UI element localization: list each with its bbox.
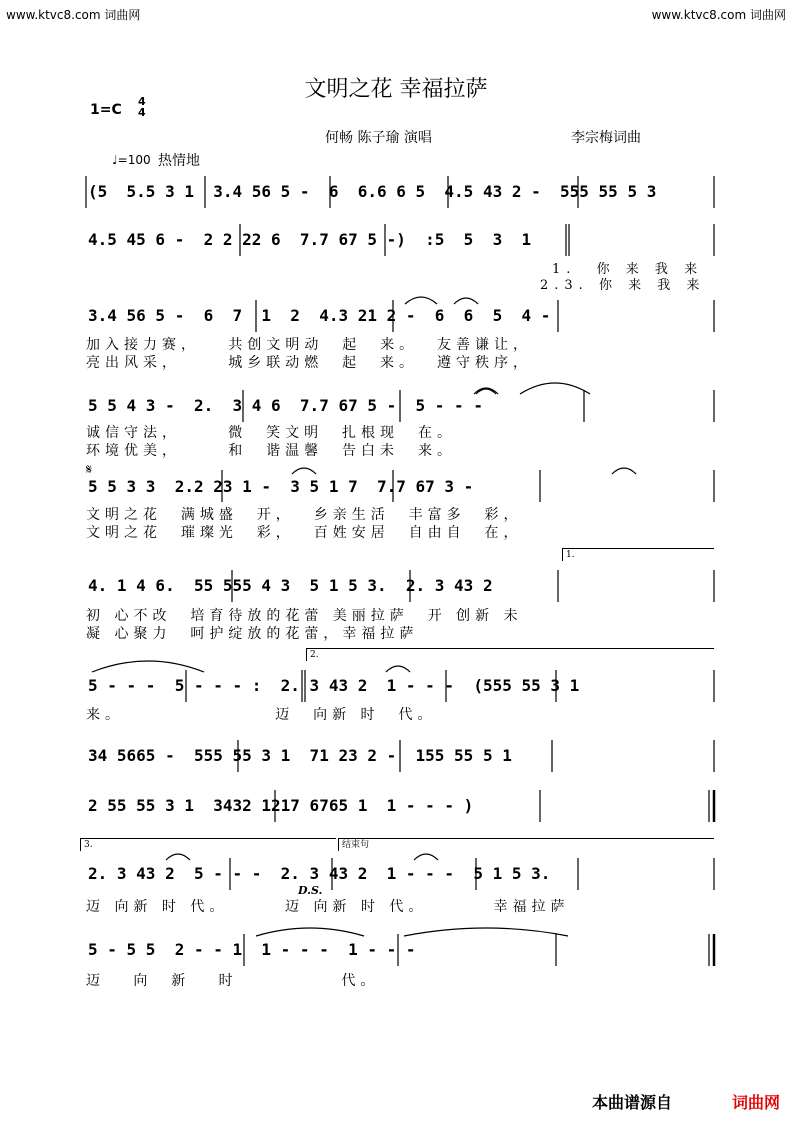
volta-1: 1. — [562, 548, 714, 561]
lyric-line-3b: 亮出风采， 城乡联动燃 起 来。 遵守秩序， — [86, 355, 532, 371]
slur — [520, 383, 590, 394]
slur — [612, 468, 636, 474]
lyric-line-3a: 加入接力赛， 共创文明动 起 来。 友善谦让， — [86, 337, 533, 353]
time-signature-top: 4 — [138, 95, 146, 108]
watermark-right: www.ktvc8.com 词曲网 — [651, 8, 786, 22]
lyric-line-6a: 初 心不改 培育待放的花蕾 美丽拉萨 开 创新 未 — [86, 608, 523, 624]
slur — [405, 297, 437, 304]
music-line-6: 4. 1 4 6. 55 555 4 3 5 1 5 3. 2. 3 43 2 — [88, 576, 493, 595]
slur — [292, 468, 316, 474]
slur — [414, 854, 438, 860]
composer: 李宗梅词曲 — [571, 130, 641, 146]
slur — [386, 666, 410, 672]
tempo-marking: ♩=100 — [112, 153, 151, 167]
lyric-line-7: 来。 迈 向新 时 代。 — [86, 707, 437, 723]
music-line-10: 2. 3 43 2 5 - - - 2. 3 43 2 1 - - - 5 1 5 3. — [88, 864, 551, 883]
lyric-line-5a: 文明之花 满城盛 开， 乡亲生活 丰富多 彩， — [86, 507, 523, 523]
singers: 何畅 陈子瑜 演唱 — [325, 130, 432, 146]
music-line-7: 5 - - - 5 - - - : 2. 3 43 2 1 - - - (555 55 3 1 — [88, 676, 580, 695]
intro-lyric-1: 1. 你 来 我 来 — [552, 262, 704, 277]
music-line-11: 5 - 5 5 2 - - 1 1 - - - 1 - - - — [88, 940, 416, 959]
lyric-line-4b: 环境优美， 和 谐温馨 告白未 来。 — [86, 443, 456, 459]
music-line-9: 2 55 55 3 1 3432 1217 6765 1 1 - - - ) — [88, 796, 474, 815]
ending-label: 结束句 — [338, 838, 714, 851]
slur — [454, 298, 478, 304]
key-signature: 1=C — [90, 102, 122, 118]
volta-3: 3. — [80, 838, 336, 851]
music-line-8: 34 5665 - 555 55 3 1 71 23 2 - 155 55 5 1 — [88, 746, 512, 765]
footer-brand: 词曲网 — [731, 1093, 780, 1112]
song-title: 文明之花 幸福拉萨 — [304, 77, 488, 102]
watermark-left: www.ktvc8.com 词曲网 — [6, 8, 141, 22]
footer-label: 本曲谱源自 — [591, 1093, 672, 1112]
music-line-4: 5 5 4 3 - 2. 3 4 6 7.7 67 5 - 5 - - - — [88, 396, 483, 415]
slur — [92, 661, 204, 672]
slur — [166, 854, 190, 860]
volta-2: 2. — [306, 648, 714, 661]
lyric-line-4a: 诚信守法， 微 笑文明 扎根现 在。 — [86, 425, 456, 441]
segno-sign: 𝄋 — [86, 462, 93, 478]
dal-segno: D.S. — [298, 884, 323, 897]
lyric-line-5b: 文明之花 璀璨光 彩， 百姓安居 自由自 在， — [86, 525, 523, 541]
lyric-line-10: 迈 向新 时 代。 迈 向新 时 代。 幸福拉萨 — [86, 899, 570, 915]
expression-marking: 热情地 — [158, 153, 200, 169]
slur — [256, 928, 364, 936]
music-line-1: (5 5.5 3 1 3.4 56 5 - 6 6.6 6 5 4.5 43 2 - 555 55 5 3 — [88, 182, 657, 201]
slur — [404, 928, 568, 936]
intro-lyric-2: 2.3. 你 来 我 来 — [540, 278, 706, 293]
time-signature-bottom: 4 — [138, 106, 146, 119]
lyric-line-6b: 凝 心聚力 呵护绽放的花蕾，幸福拉萨 — [86, 626, 419, 642]
music-line-5: 5 5 3 3 2.2 23 1 - 3 5 1 7 7.7 67 3 - — [88, 477, 474, 496]
music-line-2: 4.5 45 6 - 2 2 22 6 7.7 67 5 -) :5 5 3 1 — [88, 230, 532, 249]
music-line-3: 3.4 56 5 - 6 7 1 2 4.3 21 2 - 6 6 5 4 - — [88, 306, 551, 325]
lyric-line-11: 迈 向 新 时 代。 — [86, 973, 380, 989]
